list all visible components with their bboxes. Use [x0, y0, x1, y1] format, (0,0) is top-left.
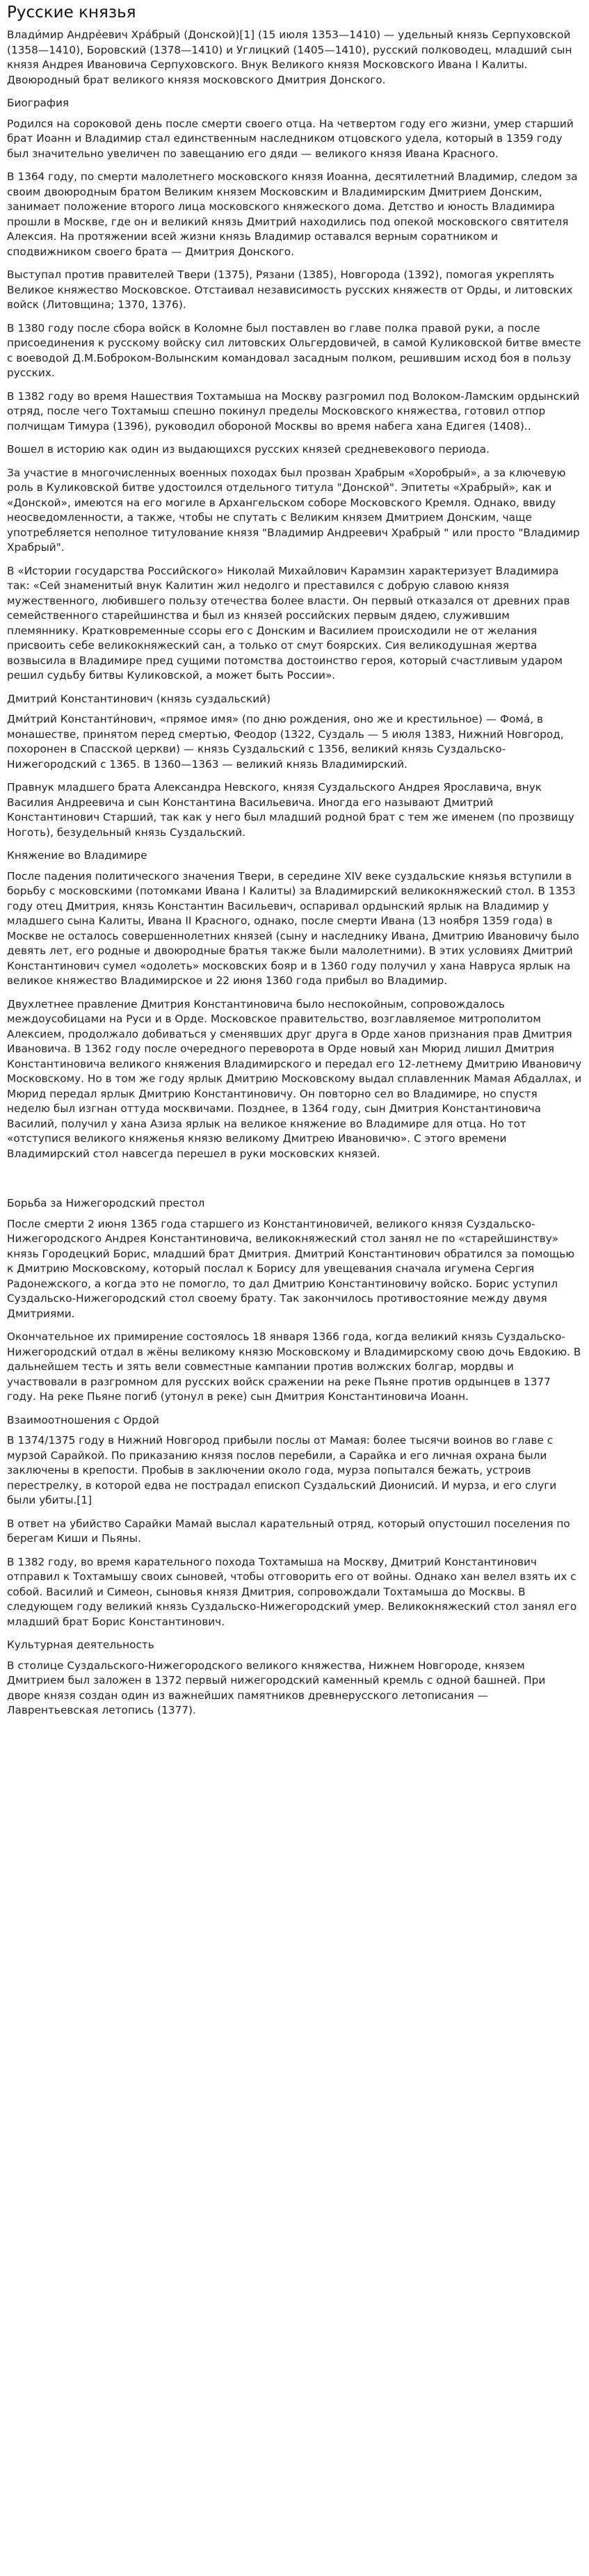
paragraph: В столице Суздальского-Нижегородского великого княжества, Нижнем Новгороде, князем Дмитрием был заложен в 1372 первый нижегородский каменный кремль с одной башней. При дворе князя создан один из важнейших памятников древнерусского летописания — Лаврентьевская летопись (1377).: [7, 1659, 546, 1716]
paragraph: В 1382 году, во время карательного похода Тохтамыша на Москву, Дмитрий Константинович отправил к Тохтамышу своих сыновей, чтобы отговорить его от войны. Однако хан велел взять их с собой. Василий и Симеон, сыновья князя Дмитрия, сопровождали Тохтамыша до Москвы. В следующем году великий князь Суздальско-Нижегородский умер. Великокняжеский стол занял его младший брат Борис Константинович.: [7, 1555, 577, 1628]
paragraph: В ответ на убийство Сарайки Мамай выслал карательный отряд, который опустошил поселения по берегам Киши и Пьяны.: [7, 1517, 570, 1545]
page-title: Русские князья: [7, 3, 136, 22]
paragraph: В 1364 году, по смерти малолетнего московского князя Иоанна, десятилетний Владимир, следом за своим двоюродным братом Великим князем Московским и Владимирским Дмитрием Донским, занимает положение второго лица московского княжеского дома. Детство и юность Владимира прошли в Москве, где он и великий князь Дмитрий находились под опекой московского святителя Алексия. На протяжении всей жизни князь Владимир оставался верным соратником и сподвижником своего брата — Дмитрия Донского.: [7, 170, 578, 258]
paragraph: Двухлетнее правление Дмитрия Константиновича было неспокойным, сопровождалось междоусобицами на Руси и в Орде. Московское правительство, возглавляемое митрополитом Алексием, продолжало добиваться у сменявших друг друга в Орде ханов признания прав Дмитрия Ивановича. В 1362 году после очередного переворота в Орде новый хан Мюрид лишил Дмитрия Константиновича великого княжения Владимирского и передал его 12-летнему Дмитрию Ивановичу Московскому. Но в том же году ярлык Дмитрию Московскому выдал сплавленник Мамая Абдаллах, и Мюрид передал ярлык Дмитрию Константиновичу. Он повторно сел во Владимире, но спустя неделю был изгнан оттуда москвичами. Позднее, в 1364 году, сын Дмитрия Константиновича Василий, получил у хана Азиза ярлык на великое княжение во Владимире для отца. Но тот «отступися великого княженья князю великому Дмитрею Ивановичю». С этого времени Владимирский стол навсегда перешел в руки московских князей.: [7, 997, 582, 1160]
paragraph: В «Истории государства Российского» Николай Михайлович Карамзин характеризует Владимира так: «Сей знаменитый внук Калитин жил недолго и преставился с добрую славою князя мужественного, любившего пользу отечества более власти. Он первый отказался от древних прав семейственного старейшинства и был из князей российских первым дядею, служившим племяннику. Кратковременные ссоры его с Донским и Василием происходили не от желания присвоить себе великокняжеский сан, а только от смут боярских. Сия великодушная жертва возвысила в Владимире пред сущими потомства достоинство героя, который счастливым ударом решил судьбу битвы Куликовской, а может быть России».: [7, 564, 570, 682]
paragraph: В 1380 году после сбора войск в Коломне был поставлен во главе полка правой руки, а после присоединения к русскому войску сил литовских Ольгердовичей, в самой Куликовской битве вместе с воеводой Д.М.Боброком-Волынским командовал засадным полком, решившим исход боя в пользу русских.: [7, 321, 581, 379]
paragraph: В 1374/1375 году в Нижний Новгород прибыли послы от Мамая: более тысячи воинов во главе с мурзой Сарайкой. По приказанию князя послов перебили, а Сарайка и его личная охрана были заключены в крепости. Пробыв в заключении около года, мурза попытался бежать, устроив перестрелку, в которой едва не пострадал епископ Суздальский Дионисий. И мурза, и его слуги были убиты.[1]: [7, 1434, 557, 1506]
paragraph: После смерти 2 июня 1365 года старшего из Константиновичей, великого князя Суздальско-Нижегородского Андрея Константиновича, великокняжеский стол занял не по «старейшинству» князь Городецкий Борис, младший брат Дмитрия. Дмитрий Константинович обратился за помощью к Дмитрию Московскому, который послал к Борису для увещевания сначала игумена Сергия Радонежского, а когда это не помогло, то дал Дмитрию Константиновичу войско. Борис уступил Суздальско-Нижегородский стол своему брату. Так закончилось противостояние между двумя Дмитриями.: [7, 1217, 575, 1320]
paragraph: Дми́трий Константи́нович, «прямое имя» (по дню рождения, оно же и крестильное) — Фома́, в монашестве, принятом перед смертью, Феодор (1322, Суздаль — 5 июля 1383, Нижний Новгород, похоронен в Спасской церкви) — князь Суздальский с 1356, великий князь Суздальско-Нижегородский с 1365. В 1360—1363 — великий князь Владимирский.: [7, 713, 564, 771]
paragraph: Правнук младшего брата Александра Невского, князя Суздальского Андрея Ярославича, внук Василия Андреевича и сын Константина Васильевича. Иногда его называют Дмитрий Константинович Старший, так как у него был младший родной брат с тем же именем (по прозвищу Ноготь), безудельный князь Суздальский.: [7, 781, 574, 839]
section-heading-horde-relations: Взаимоотношения с Ордой: [7, 1413, 159, 1426]
section-heading-vladimir-reign: Княжение во Владимире: [7, 849, 147, 862]
spacer: [7, 1170, 582, 1196]
paragraph: Родился на сороковой день после смерти своего отца. На четвертом году его жизни, умер старший брат Иоанн и Владимир стал единственным наследником отцовского удела, который в 1359 году был значительно увеличен по завещанию его дяди — великого князя Ивана Красного.: [7, 117, 574, 160]
paragraph: В 1382 году во время Нашествия Тохтамыша на Москву разгромил под Волоком-Ламским ордынский отряд, после чего Тохтамыш спешно покинул пределы Московского княжества, готовил отпор полчищам Тимура (1396), руководил обороной Москвы во время набега хана Едигея (1408)..: [7, 389, 580, 433]
paragraph: Выступал против правителей Твери (1375), Рязани (1385), Новгорода (1392), помогая укреплять Великое княжество Московское. Отстаивал независимость русских княжеств от Орды, и литовских войск (Литовщина; 1370, 1376).: [7, 268, 573, 311]
section-heading-nizhny-throne: Борьба за Нижегородский престол: [7, 1197, 205, 1209]
section-heading-dmitry: Дмитрий Константинович (князь суздальский): [7, 692, 271, 705]
paragraph: После падения политического значения Твери, в середине XIV веке суздальские князья вступили в борьбу с московскими (потомками Ивана I Калиты) за Владимирский великокняжеский стол. В 1353 году отец Дмитрия, князь Константин Васильевич, оспаривал ордынский ярлык на Владимир у младшего сына Калиты, Ивана II Красного, однако, после смерти Ивана (13 ноября 1359 года) в Москве не осталось совершеннолетних князей (сыну и наследнику Ивана, Дмитрию Ивановичу было девять лет, его родные и двоюродные братья также были малолетними). В этих условиях Дмитрий Константинович сумел «одолеть» московских бояр и в 1360 году получил у хана Навруса ярлык на великое княжество Владимирское и 22 июня 1360 года прибыл во Владимир.: [7, 869, 579, 987]
section-heading-biography: Биография: [7, 97, 70, 109]
lead-paragraph: Влади́мир Андре́евич Хра́брый (Донской)[1] (15 июля 1353—1410) — удельный князь Серпуховской (1358—1410), Боровский (1378—1410) и Углицкий (1405—1410), русский полководец, младший сын князя Андрея Ивановича Серпуховского. Внук Великого князя Московского Ивана I Калиты. Двоюродный брат великого князя московского Дмитрия Донского.: [7, 29, 572, 86]
paragraph: Вошел в историю как один из выдающихся русских князей средневекового периода.: [7, 443, 490, 456]
paragraph: Окончательное их примирение состоялось 18 января 1366 года, когда великий князь Суздальско-Нижегородский отдал в жёны великому князю Московскому и Владимирскому свою дочь Евдокию. В дальнейшем тесть и зять вели совместные кампании против волжских болгар, мордвы и участвовали в разгромном для русских войск сражении на реке Пьяне против ордынцев в 1377 году. На реке Пьяне погиб (утонул в реке) сын Дмитрия Константиновича Иоанн.: [7, 1330, 581, 1403]
section-heading-culture: Культурная деятельность: [7, 1639, 154, 1651]
paragraph: За участие в многочисленных военных походах был прозван Храбрым «Хоробрый», а за ключевую роль в Куликовской битве удостоился отдельного титула "Донской". Эпитеты «Храбрый», как и «Донской», имеются на его могиле в Архангельском соборе Московского Кремля. Однако, ввиду неосведомленности, а также, чтобы не спутать с Великим князем Дмитрием Донским, чаще употребляется неполное титулование князя "Владимир Андреевич Храбрый " или просто "Владимир Храбрый".: [7, 466, 580, 554]
